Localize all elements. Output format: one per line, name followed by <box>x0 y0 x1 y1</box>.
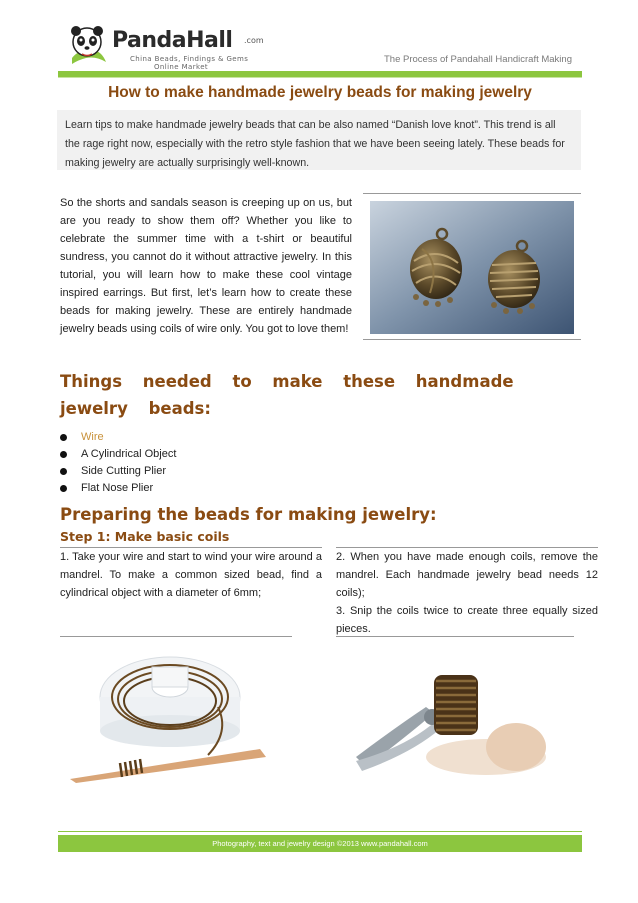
bullet-icon <box>60 485 67 492</box>
page-title: How to make handmade jewelry beads for making jewelry <box>108 84 532 101</box>
step-1-text: 1. Take your wire and start to wind your wire around a mandrel. To make a common sized bead, find a cylindrical object with a diameter of 6mm; <box>60 551 322 599</box>
logo-domain: .com <box>244 36 264 45</box>
earring-beads-image <box>370 201 574 334</box>
page-header <box>58 20 582 72</box>
column-divider <box>336 547 598 548</box>
step-2-text: 2. When you have made enough coils, remove the mandrel. Each handmade jewelry bead needs 12 coils); <box>336 551 598 599</box>
things-needed-heading: Things needed to make these handmade jewelry beads: <box>60 372 514 418</box>
materials-list <box>60 429 176 497</box>
footer-divider <box>58 831 582 832</box>
logo-tagline: China Beads, Findings & Gems <box>130 55 249 63</box>
pliers-coil-image <box>336 637 574 783</box>
wire-spool-photo <box>60 636 292 782</box>
wire-link[interactable]: Wire <box>81 431 104 443</box>
bullet-icon <box>60 451 67 458</box>
list-item: A Cylindrical Object <box>60 446 176 463</box>
bullet-icon <box>60 468 67 475</box>
list-item: Side Cutting Plier <box>60 463 176 480</box>
header-subtitle: The Process of Pandahall Handicraft Making <box>384 54 572 65</box>
step-1-title: Step 1: Make basic coils <box>60 529 230 544</box>
intro-paragraph: So the shorts and sandals season is creeping up on us, but are you ready to show them off? Whether you like to celebrate the summer time with a t-shirt or beautiful sundress, you cannot do it without attractive jewelry. In this tutorial, you will learn how to make these cool vintage inspired earrings. But first, let’s learn how to create these beads for making jewelry. These are entirely handmade jewelry beads using coils of wire only. You got to love them! <box>60 197 352 335</box>
header-divider-thin <box>58 77 582 78</box>
pandahall-logo[interactable] <box>66 24 266 70</box>
step-3-text: 3. Snip the coils twice to create three equally sized pieces. <box>336 605 598 635</box>
step-1-column-right <box>336 548 598 638</box>
logo-name: PandaHall <box>112 28 233 53</box>
wire-spool-image <box>60 637 292 783</box>
column-divider <box>60 547 322 548</box>
page-footer: Photography, text and jewelry design ©2013 www.pandahall.com <box>58 835 582 852</box>
intro-box: Learn tips to make handmade jewelry beads that can be also named “Danish love knot”. This trend is all the rage right now, especially with the retro style fashion that we have been seeing lately. These beads for making jewelry are actually surprisingly well-known. <box>57 110 581 170</box>
list-item: Flat Nose Plier <box>60 480 176 497</box>
bullet-icon <box>60 434 67 441</box>
logo-tagline-2: Online Market <box>154 63 209 71</box>
earrings-photo <box>363 193 581 340</box>
pliers-coil-photo <box>336 636 574 782</box>
panda-icon <box>66 24 108 68</box>
list-item[interactable] <box>60 429 176 446</box>
step-1-column-left <box>60 548 322 602</box>
preparing-heading: Preparing the beads for making jewelry: <box>60 505 437 524</box>
